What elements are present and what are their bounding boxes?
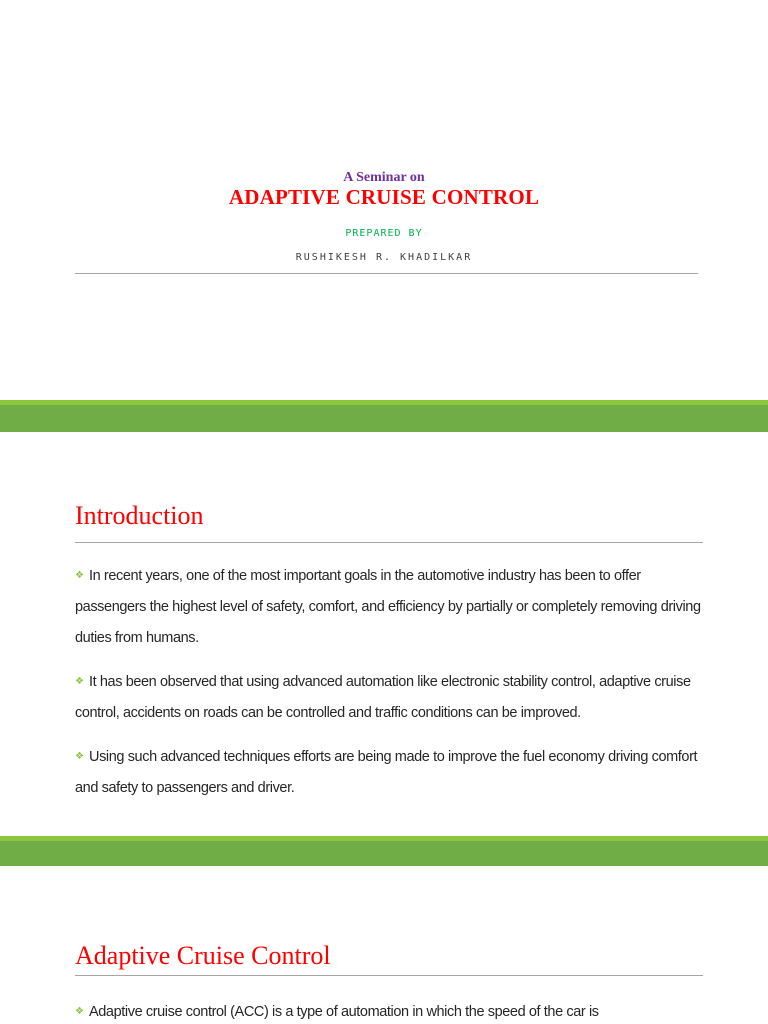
list-item <box>75 996 703 1024</box>
seminar-kicker: A Seminar on <box>343 170 425 185</box>
heading-divider-line <box>75 542 703 543</box>
list-item <box>75 560 703 654</box>
diamond-bullet-icon: ❖ <box>75 676 84 687</box>
diamond-bullet-icon: ❖ <box>75 570 84 581</box>
diamond-bullet-icon: ❖ <box>75 1006 84 1017</box>
list-item <box>75 666 703 729</box>
slide-heading: Introduction <box>75 501 204 530</box>
acc-slide <box>0 866 768 1024</box>
prepared-by-label: PREPARED BY <box>345 228 423 239</box>
title-slide <box>0 0 768 400</box>
slide-separator-band <box>0 400 768 432</box>
bullet-text: In recent years, one of the most important goals in the automotive industry has been to offer passengers the highest level of safety, comfort, and efficiency by partially or completely removing driving duties from humans. <box>75 568 701 646</box>
diamond-bullet-icon: ❖ <box>75 751 84 762</box>
bullet-list <box>75 996 703 1024</box>
bullet-list <box>75 560 703 816</box>
bullet-text: Using such advanced techniques efforts are being made to improve the fuel economy driving comfort and safety to passengers and driver. <box>75 749 698 796</box>
presentation-title: ADAPTIVE CRUISE CONTROL <box>228 185 540 209</box>
introduction-slide <box>0 432 768 836</box>
slide-separator-band <box>0 836 768 866</box>
slide-heading: Adaptive Cruise Control <box>75 941 331 970</box>
author-name: RUSHIKESH R. KHADILKAR <box>295 252 473 263</box>
bullet-text: It has been observed that using advanced automation like electronic stability control, adaptive cruise control, accidents on roads can be controlled and traffic conditions can be improved. <box>75 674 691 721</box>
list-item <box>75 741 703 804</box>
title-divider-line <box>75 273 698 274</box>
bullet-text: Adaptive cruise control (ACC) is a type of automation in which the speed of the car is <box>89 1004 599 1020</box>
heading-divider-line <box>75 975 703 976</box>
